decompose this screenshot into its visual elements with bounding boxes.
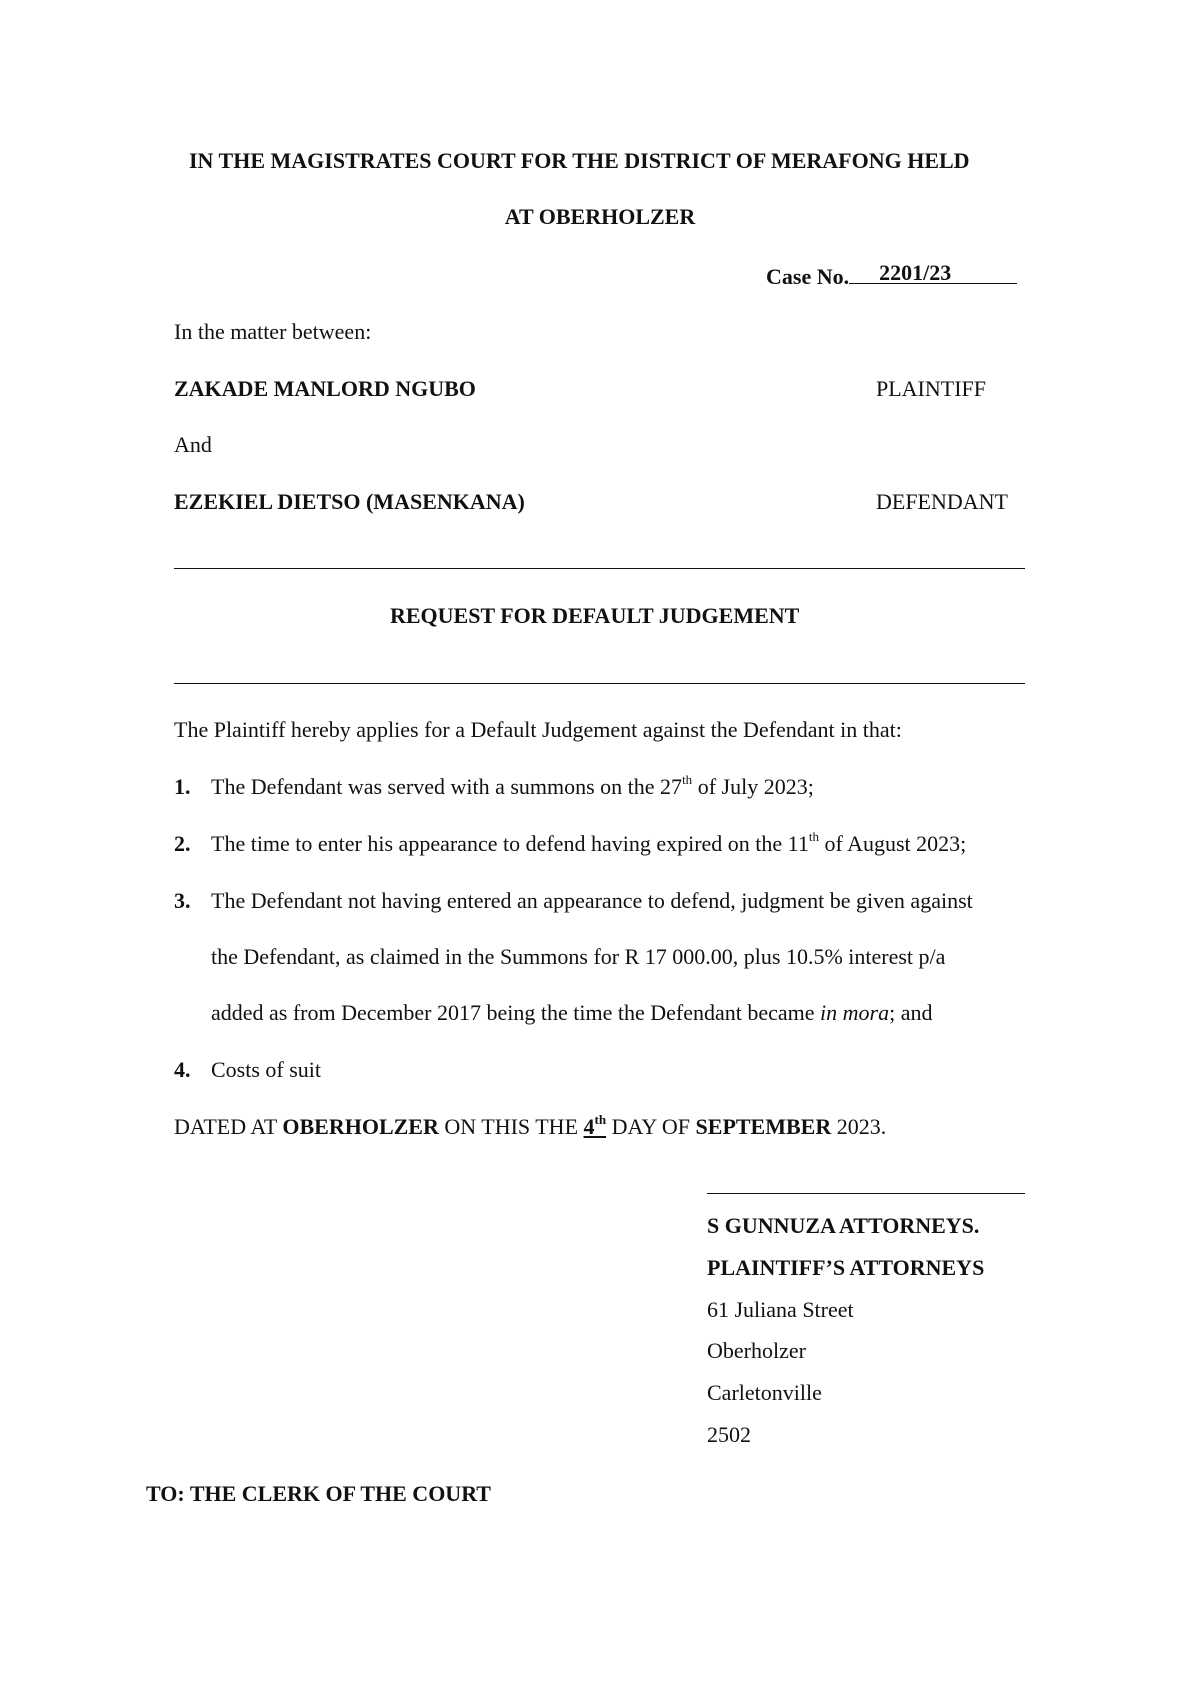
item-3-line-3 [211, 1000, 932, 1026]
item-3-line-2: the Defendant, as claimed in the Summons for R 17 000.00, plus 10.5% interest p/a [211, 944, 946, 969]
court-heading-line-2: AT OBERHOLZER [504, 204, 696, 229]
item-3-line-3-a: added as from December 2017 being the time the Defendant became [211, 1000, 821, 1025]
item-2-number: 2. [174, 831, 191, 856]
item-1-number: 1. [174, 774, 191, 799]
parties-intro: In the matter between: [174, 319, 372, 344]
case-number-field [766, 261, 1017, 290]
item-4-text: Costs of suit [211, 1057, 322, 1082]
signature-address-line-1: 61 Juliana Street [707, 1297, 854, 1322]
document-title: REQUEST FOR DEFAULT JUDGEMENT [390, 603, 800, 628]
dated-day: 4th [583, 1111, 607, 1139]
case-number-label: Case No. [766, 264, 850, 289]
title-bottom-rule [174, 683, 1025, 684]
item-4-number: 4. [174, 1057, 191, 1082]
item-3-line-3-b: ; and [889, 1000, 933, 1025]
dated-mid: ON THIS THE [438, 1114, 584, 1139]
signature-firm: S GUNNUZA ATTORNEYS. [707, 1213, 980, 1238]
dated-place: OBERHOLZER [282, 1114, 439, 1139]
addressee: TO: THE CLERK OF THE COURT [146, 1481, 491, 1506]
dated-day-of: DAY OF [606, 1114, 696, 1139]
item-2-text-b: of August 2023; [818, 831, 967, 856]
case-number-value: 2201/23 [879, 260, 952, 285]
signature-address-line-3: Carletonville [707, 1380, 822, 1405]
signature-address-line-4: 2502 [707, 1422, 751, 1447]
signature-role: PLAINTIFF’S ATTORNEYS [707, 1255, 985, 1280]
item-2-text-a: The time to enter his appearance to defend having expired on the 11 [211, 831, 809, 856]
item-2-sup: th [808, 828, 819, 844]
signature-address-line-2: Oberholzer [707, 1338, 806, 1363]
item-1-text [211, 771, 814, 800]
item-2-text [211, 828, 967, 857]
item-1-text-a: The Defendant was served with a summons on the 27 [211, 774, 683, 799]
signature-line [707, 1193, 1025, 1194]
plaintiff-role: PLAINTIFF [876, 376, 987, 401]
dated-line [174, 1111, 887, 1140]
item-3-in-mora: in mora [820, 1000, 890, 1025]
item-1-sup: th [682, 771, 693, 787]
defendant-role: DEFENDANT [876, 489, 1008, 514]
item-3-line-1: The Defendant not having entered an appearance to defend, judgment be given against [211, 888, 973, 913]
parties-and: And [174, 432, 212, 457]
item-3-number: 3. [174, 888, 191, 913]
dated-year: 2023. [831, 1114, 887, 1139]
title-top-rule [174, 568, 1025, 569]
dated-day-sup: th [594, 1111, 607, 1127]
case-number-underline [849, 261, 1017, 284]
dated-prefix: DATED AT [174, 1114, 283, 1139]
defendant-name: EZEKIEL DIETSO (MASENKANA) [174, 489, 525, 514]
dated-month: SEPTEMBER [695, 1114, 832, 1139]
body-intro: The Plaintiff hereby applies for a Default Judgement against the Defendant in that: [174, 717, 902, 742]
item-1-text-b: of July 2023; [692, 774, 814, 799]
plaintiff-name: ZAKADE MANLORD NGUBO [174, 376, 476, 401]
court-heading-line-1: IN THE MAGISTRATES COURT FOR THE DISTRICT OF MERAFONG HELD [189, 148, 970, 173]
